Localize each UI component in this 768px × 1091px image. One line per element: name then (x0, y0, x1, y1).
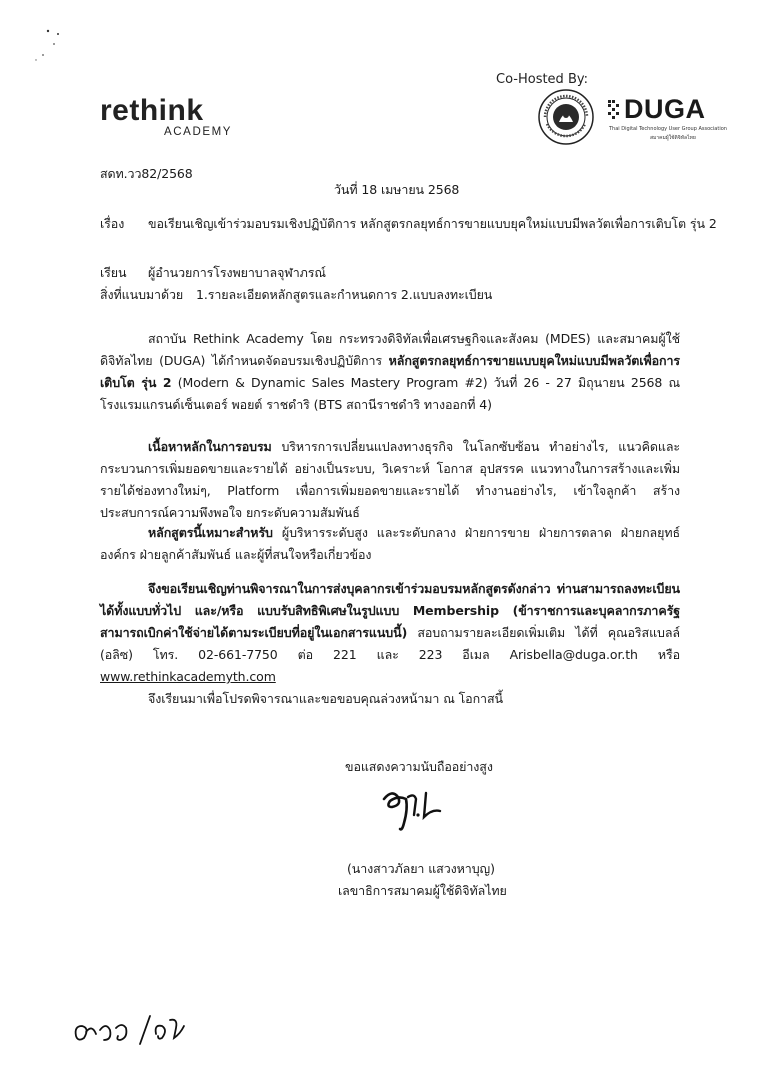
co-hosted-label: Co-Hosted By: (496, 72, 588, 87)
website-link[interactable]: www.rethinkacademyth.com (100, 669, 276, 684)
invitation-bold: จึงขอเรียนเชิญท่านพิจารณาในการส่งบุคลากรเข้าร่วมอบรมหลักสูตรดังกล่าว ท่านสามารถลงทะเบียนได้ทั้งแบบทั่วไป และ/หรือ แบบรับสิทธิพิเศษในรูปแบบ Membership (ข้าราชการและบุคลากรภาครัฐ สามารถเบิกค่าใช้จ่ายได้ตามระเบียบที่อยู่ในเอกสารแนบนี้) (100, 581, 680, 640)
recipient-label: เรียน (100, 265, 127, 280)
duga-logo: DUGA (624, 94, 706, 124)
paragraph-invitation: จึงขอเรียนเชิญท่านพิจารณาในการส่งบุคลากรเข้าร่วมอบรมหลักสูตรดังกล่าว ท่านสามารถลงทะเบียนได้ทั้งแบบทั่วไป และ/หรือ แบบรับสิทธิพิเศษในรูปแบบ Membership (ข้าราชการและบุคลากรภาครัฐ สามารถเบิกค่าใช้จ่ายได้ตามระเบียบที่อยู่ในเอกสารแนบนี้) สอบถามรายละเอียดเพิ่มเติม ได้ที่ คุณอริสแบลล์ (อลิซ) โทร. 02-661-7750 ต่อ 221 และ 223 อีเมล Arisbella@duga.or.th หรือ www.rethinkacademyth.com (100, 581, 680, 684)
duga-mark-icon (606, 97, 624, 121)
program-name: หลักสูตรกลยุทธ์การขายแบบยุคใหม่แบบมีพลวัตเพื่อการเติบโต รุ่น 2 (100, 353, 680, 390)
scan-specks-icon (30, 18, 80, 68)
content-heading: เนื้อหาหลักในการอบรม (148, 439, 272, 454)
paragraph-closing: จึงเรียนมาเพื่อโปรดพิจารณาและขอขอบคุณล่วงหน้ามา ณ โอกาสนี้ (148, 691, 503, 706)
document-date: วันที่ 18 เมษายน 2568 (334, 182, 460, 197)
enclosure-label: สิ่งที่แนบมาด้วย (100, 287, 184, 302)
handwritten-signature-icon (378, 785, 444, 835)
subject-text: ขอเรียนเชิญเข้าร่วมอบรมเชิงปฏิบัติการ หลักสูตรกลยุทธ์การขายแบบยุคใหม่แบบมีพลวัตเพื่อการเติบโต รุ่น 2 (148, 216, 717, 231)
recipient-text: ผู้อำนวยการโรงพยาบาลจุฬาภรณ์ (148, 265, 326, 280)
signer-title: เลขาธิการสมาคมผู้ใช้ดิจิทัลไทย (338, 883, 507, 898)
closing-phrase: ขอแสดงความนับถืออย่างสูง (345, 759, 493, 774)
rethink-logo-subtitle: ACADEMY (164, 126, 233, 138)
ministry-seal-icon (537, 88, 595, 146)
paragraph-intro: สถาบัน Rethink Academy โดย กระทรวงดิจิทัลเพื่อเศรษฐกิจและสังคม (MDES) และสมาคมผู้ใช้ดิจิทัลไทย (DUGA) ได้กำหนดจัดอบรมเชิงปฏิบัติการ หลักสูตรกลยุทธ์การขายแบบยุคใหม่แบบมีพลวัตเพื่อการเติบโต รุ่น 2 (Modern & Dynamic Sales Mastery Program #2) วันที่ 26 - 27 มิถุนายน 2568 ณ โรงแรมแกรนด์เซ็นเตอร์ พอยต์ ราชดำริ (BTS สถานีราชดำริ ทางออกที่ 4) (100, 331, 680, 412)
duga-logo-subtitle-th: สมาคมผู้ใช้ดิจิทัลไทย (650, 135, 696, 141)
document-number: สดท.วว82/2568 (100, 166, 193, 181)
subject-label: เรื่อง (100, 216, 125, 231)
rethink-logo: rethink (100, 94, 204, 127)
enclosure-text: 1.รายละเอียดหลักสูตรและกำหนดการ 2.แบบลงทะเบียน (196, 287, 493, 302)
audience-heading: หลักสูตรนี้เหมาะสำหรับ (148, 525, 273, 540)
paragraph-audience: หลักสูตรนี้เหมาะสำหรับ ผู้บริหารระดับสูง และระดับกลาง ฝ่ายการขาย ฝ่ายการตลาด ฝ่ายกลยุทธ์องค์กร ฝ่ายลูกค้าสัมพันธ์ และผู้ที่สนใจหรือเกี่ยวข้อง (100, 525, 680, 562)
paragraph-content: เนื้อหาหลักในการอบรม บริหารการเปลี่ยนแปลงทางธุรกิจ ในโลกซับซ้อน ทำอย่างไร, แนวคิดและกระบวนการเพิ่มยอดขายและรายได้ อย่างเป็นระบบ, วิเคราะห์ โอกาส อุปสรรค แนวทางในการสร้างและเพิ่มรายได้ช่องทางใหม่ๆ, Platform เพื่อการเพิ่มยอดขายและรายได้ ทำงานอย่างไร, เข้าใจลูกค้า สร้างประสบการณ์ความพึงพอใจ ยกระดับความสัมพันธ์ (100, 439, 680, 520)
duga-logo-subtitle-en: Thai Digital Technology User Group Association (609, 126, 727, 132)
signer-name: (นางสาวภัลยา แสวงหาบุญ) (347, 861, 495, 876)
handwritten-note-icon (70, 1012, 190, 1048)
